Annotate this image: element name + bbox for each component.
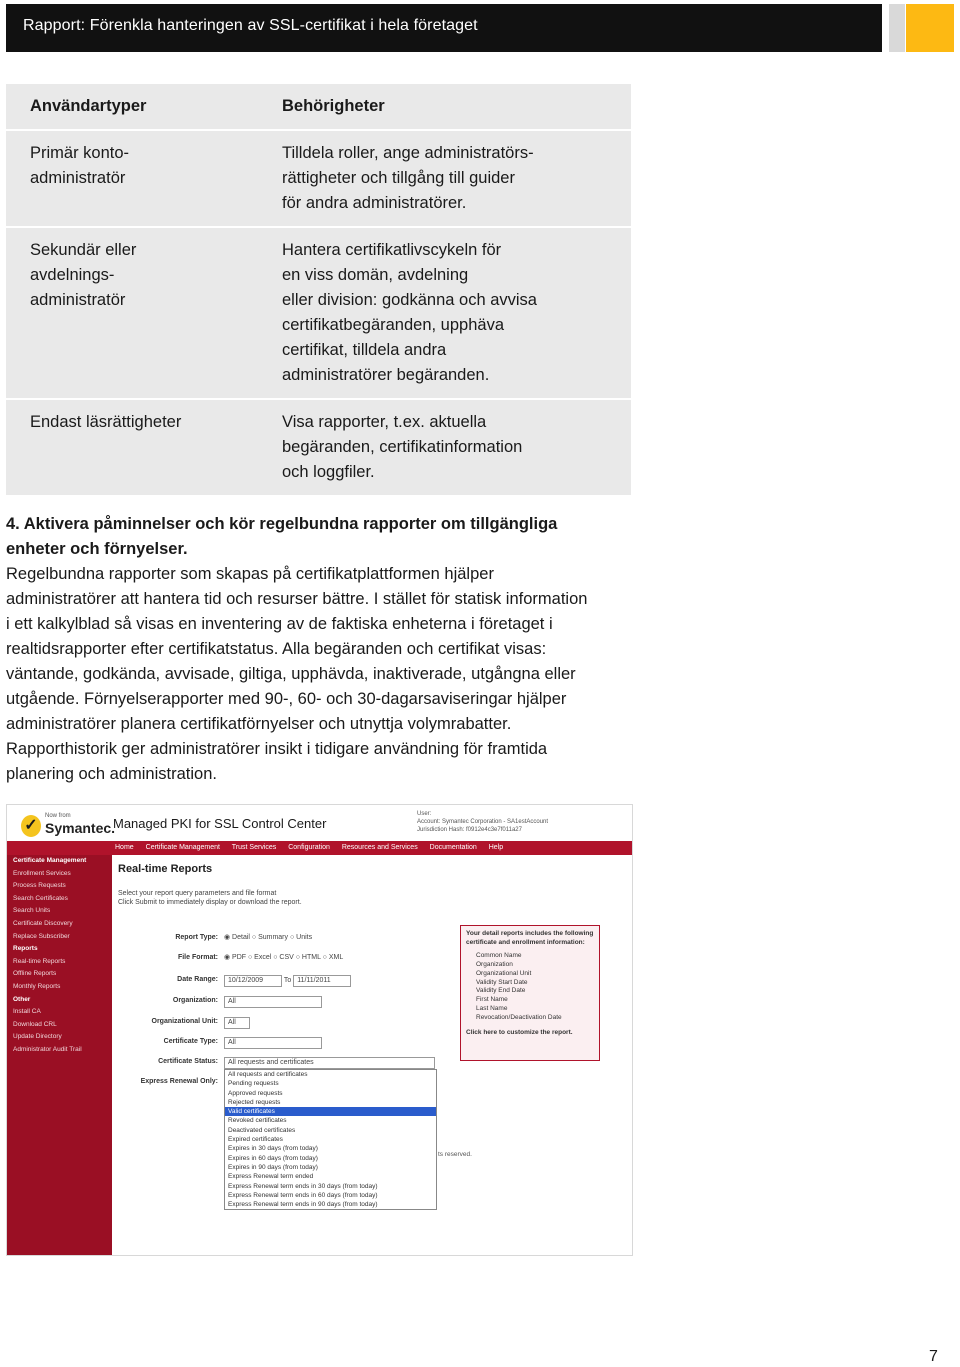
section-body <box>6 562 636 787</box>
intro-line: Click Submit to immediately display or download the report. <box>118 899 302 906</box>
cell-line: begäranden, certifikatinformation <box>282 438 523 456</box>
cell-line: Hantera certifikatlivscykeln för <box>282 241 502 259</box>
date-range-row <box>118 975 458 987</box>
cert-status-value: All requests and certificates <box>224 1057 435 1069</box>
date-range-fields <box>224 975 351 987</box>
table-cell-user-type <box>6 228 257 398</box>
status-option[interactable]: Express Renewal term ends in 90 days (from today) <box>228 1201 378 1209</box>
body-line: Regelbundna rapporter som skapas på certifikatplattformen hjälper <box>6 565 494 583</box>
table-cell-user-type <box>6 400 257 495</box>
sidebar-item[interactable]: Replace Subscriber <box>13 932 70 940</box>
nav-home[interactable]: Home <box>115 844 134 851</box>
file-format-radios[interactable]: ◉ PDF ○ Excel ○ CSV ○ HTML ○ XML <box>224 954 344 961</box>
status-option[interactable]: Express Renewal term ends in 60 days (from today) <box>228 1191 378 1199</box>
nav-trust-services[interactable]: Trust Services <box>231 844 277 851</box>
top-nav <box>7 841 633 855</box>
footer-reserved: ts reserved. <box>438 1151 472 1158</box>
status-option[interactable]: Expires in 90 days (from today) <box>228 1163 318 1171</box>
sidebar-item[interactable]: Search Units <box>13 907 51 915</box>
control-center-screenshot <box>6 804 633 1256</box>
cert-type-label: Certificate Type: <box>163 1038 218 1045</box>
organization-label: Organization: <box>172 997 218 1004</box>
sidebar-group[interactable]: Reports <box>13 945 38 953</box>
status-option[interactable]: Express Renewal term ends in 30 days (from today) <box>228 1182 378 1190</box>
date-range-label: Date Range: <box>177 976 218 983</box>
sidebar-item[interactable]: Monthly Reports <box>13 982 61 990</box>
status-option[interactable]: Expired certificates <box>228 1136 283 1144</box>
cert-status-label: Certificate Status: <box>158 1058 218 1065</box>
cell-line: för andra administratörer. <box>282 194 467 212</box>
nav-help[interactable]: Help <box>488 844 504 851</box>
status-option[interactable]: Deactivated certificates <box>228 1126 296 1134</box>
account-line: Account: Symantec Corporation - SA1estAccount <box>417 819 549 825</box>
intro-line: Select your report query parameters and file format <box>118 890 277 897</box>
status-option[interactable]: Rejected requests <box>228 1098 281 1106</box>
date-to-input[interactable]: 11/11/2011 <box>293 975 351 987</box>
page-number: 7 <box>929 1348 938 1365</box>
report-title: Rapport: Förenkla hanteringen av SSL-certifikat i hela företaget <box>23 17 478 34</box>
report-info-item: Organizational Unit <box>476 969 532 977</box>
sidebar-item[interactable]: Administrator Audit Trail <box>13 1045 82 1053</box>
cell-line: Sekundär eller <box>30 241 137 259</box>
section-4 <box>6 512 636 787</box>
status-option[interactable]: Expires in 60 days (from today) <box>228 1154 318 1162</box>
organization-row <box>118 996 458 1008</box>
file-format-row <box>118 953 458 965</box>
heading-line: enheter och förnyelser. <box>6 540 188 558</box>
date-from-input[interactable]: 10/12/2009 <box>224 975 282 987</box>
cell-line: avdelnings- <box>30 266 115 284</box>
report-info-item: First Name <box>476 996 508 1004</box>
body-line: i ett kalkylblad så visas en inventering av de faktiska enheterna i företaget i <box>6 615 553 633</box>
sidebar-item[interactable]: Enrollment Services <box>13 869 71 877</box>
report-type-radios[interactable]: ◉ Detail ○ Summary ○ Units <box>224 934 313 941</box>
body-line: väntande, godkända, avvisade, giltiga, upphävda, inaktiverade, utgångna eller <box>6 665 576 683</box>
table-cell-permission <box>257 400 631 495</box>
logo-tagline: Now from <box>45 813 71 819</box>
express-renewal-label: Express Renewal Only: <box>140 1078 218 1085</box>
customize-report-link[interactable]: Click here to customize the report. <box>466 1029 573 1037</box>
symantec-logo <box>17 811 116 843</box>
nav-resources[interactable]: Resources and Services <box>341 844 418 851</box>
report-type-row <box>118 933 458 945</box>
status-option[interactable]: Valid certificates <box>225 1107 436 1116</box>
body-line: Rapporthistorik ger administratörer insikt i tidigare användning för framtida <box>6 740 548 758</box>
sidebar-group[interactable]: Certificate Management <box>13 857 87 864</box>
table-row <box>6 228 631 400</box>
sidebar-group[interactable]: Other <box>13 995 31 1003</box>
table-row <box>6 400 631 495</box>
report-info-item: Revocation/Deactivation Date <box>476 1014 562 1022</box>
status-option[interactable]: Revoked certificates <box>228 1117 287 1125</box>
cell-line: eller division: godkänna och avvisa <box>282 291 537 309</box>
account-line: User: <box>417 811 432 817</box>
cell-line: certifikat, tilldela andra <box>282 341 447 359</box>
header-yellow-tab <box>906 4 954 52</box>
sidebar-item[interactable]: Offline Reports <box>13 970 57 978</box>
status-option[interactable]: All requests and certificates <box>228 1071 308 1078</box>
sidebar-item[interactable]: Process Requests <box>13 882 66 890</box>
cert-type-select[interactable] <box>224 1037 322 1049</box>
cell-line: Endast läsrättigheter <box>30 413 182 431</box>
date-to-label: To <box>283 977 292 984</box>
table-cell-permission <box>257 131 631 226</box>
sidebar-item[interactable]: Real-time Reports <box>13 957 66 965</box>
body-line: utgående. Förnyelserapporter med 90-, 60- och 30-dagarsaviseringar hjälper <box>6 690 567 708</box>
user-types-table <box>6 84 631 495</box>
sidebar <box>7 855 112 1256</box>
cell-line: en viss domän, avdelning <box>282 266 469 284</box>
report-info-list <box>466 952 594 1023</box>
org-unit-label: Organizational Unit: <box>151 1018 218 1025</box>
report-info-item: Last Name <box>476 1005 508 1013</box>
logo-wordmark: Symantec. <box>45 820 116 836</box>
account-line: Jurisdiction Hash: f0912e4c3e7f011a27 <box>417 827 522 833</box>
body-line: administratörer att hantera tid och resurser bättre. I stället för statisk information <box>6 590 588 608</box>
header-grey-tab <box>889 4 905 52</box>
section-heading <box>6 512 636 562</box>
report-info-item: Common Name <box>476 951 522 959</box>
table-cell-permission <box>257 228 631 398</box>
status-option[interactable]: Approved requests <box>228 1089 283 1097</box>
status-option[interactable]: Express Renewal term ended <box>228 1173 314 1181</box>
organization-value: All <box>224 996 322 1008</box>
page-title: Real-time Reports <box>118 863 213 875</box>
account-info <box>417 810 548 834</box>
report-info-item: Organization <box>476 960 513 968</box>
checkmark-icon: ✓ <box>21 815 41 837</box>
cell-line: Primär konto- <box>30 144 130 162</box>
cert-status-select[interactable] <box>224 1057 435 1069</box>
cell-line: och loggfiler. <box>282 463 375 481</box>
app-title: Managed PKI for SSL Control Center <box>113 816 327 831</box>
cell-line: administratörer begäranden. <box>282 366 490 384</box>
cert-type-row <box>118 1037 458 1049</box>
cell-line: certifikatbegäranden, upphäva <box>282 316 504 334</box>
page-intro <box>118 889 628 907</box>
cell-line: administratör <box>30 169 126 187</box>
table-header-user-types: Användartyper <box>30 97 147 115</box>
org-unit-select[interactable] <box>224 1017 250 1029</box>
cert-type-value: All <box>224 1037 322 1049</box>
cell-line: administratör <box>30 291 126 309</box>
heading-line: 4. Aktivera påminnelser och kör regelbundna rapporter om tillgängliga <box>6 515 558 533</box>
report-header-bar <box>6 4 882 52</box>
report-content <box>118 863 628 1209</box>
report-type-label: Report Type: <box>175 934 218 941</box>
organization-select[interactable] <box>224 996 322 1008</box>
cell-line: rättigheter och tillgång till guider <box>282 169 515 187</box>
table-row <box>6 131 631 228</box>
nav-documentation[interactable]: Documentation <box>429 844 477 851</box>
nav-configuration[interactable]: Configuration <box>288 844 330 851</box>
sidebar-item[interactable]: Download CRL <box>13 1020 57 1028</box>
status-option[interactable]: Pending requests <box>228 1080 279 1088</box>
cell-line: Tilldela roller, ange administratörs- <box>282 144 534 162</box>
report-info-box <box>460 925 600 1061</box>
report-info-item: Validity End Date <box>476 987 526 995</box>
table-header-permissions: Behörigheter <box>282 97 385 115</box>
sidebar-item[interactable]: Install CA <box>13 1008 41 1016</box>
org-unit-row <box>118 1017 458 1029</box>
body-line: administratörer planera certifikatförnyelser och utnyttja volymrabatter. <box>6 715 512 733</box>
org-unit-value: All <box>224 1017 250 1029</box>
cert-status-row <box>118 1057 458 1069</box>
status-option[interactable]: Expires in 30 days (from today) <box>228 1145 318 1153</box>
cell-line: Visa rapporter, t.ex. aktuella <box>282 413 487 431</box>
table-cell-user-type <box>6 131 257 226</box>
nav-certificate-management[interactable]: Certificate Management <box>145 844 220 851</box>
cert-status-dropdown-list <box>224 1069 437 1210</box>
report-info-title: Your detail reports includes the following certificate and enrollment information: <box>466 930 594 946</box>
sidebar-item[interactable]: Certificate Discovery <box>13 919 73 927</box>
sidebar-item[interactable]: Update Directory <box>13 1033 62 1041</box>
body-line: planering och administration. <box>6 765 217 783</box>
body-line: realtidsrapporter efter certifikatstatus. Alla begäranden och certifikat visas: <box>6 640 547 658</box>
report-info-item: Validity Start Date <box>476 978 528 986</box>
file-format-label: File Format: <box>177 954 218 961</box>
table-header-row <box>6 84 631 131</box>
sidebar-item[interactable]: Search Certificates <box>13 894 68 902</box>
